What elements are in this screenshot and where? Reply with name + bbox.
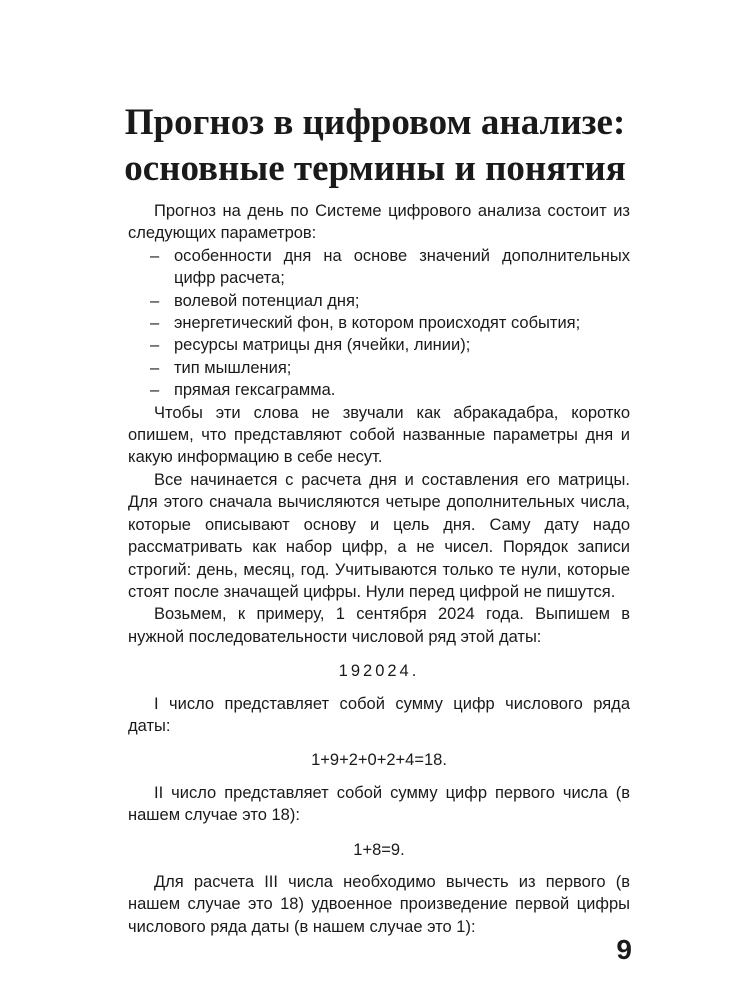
paragraph-intro: Прогноз на день по Системе цифрового анализа состоит из следующих параметров:: [128, 202, 630, 243]
body-text: [128, 200, 630, 938]
formula-first-number: 1+9+2+0+2+4=18.: [311, 751, 447, 770]
parameters-list: [128, 245, 630, 402]
paragraph: II число представляет собой сумму цифр первого числа (в нашем случае это 18):: [128, 783, 630, 825]
page-number: 9: [616, 934, 632, 965]
paragraph: Для расчета III числа необходимо вычесть из первого (в нашем случае это 18) удвоенное произведение первой цифры числового ряда даты (в нашем случае это 1):: [128, 872, 630, 936]
list-item: – прямая гексаграмма.: [128, 379, 630, 401]
list-item: – энергетический фон, в котором происходят события;: [128, 312, 630, 334]
paragraph: Все начинается с расчета дня и составления его матрицы. Для этого сначала вычисляются четыре дополнительных числа, которые описывают основу и цель дня. Саму дату надо рассматривать как набор цифр, а не чисел. Порядок записи строгий: день, месяц, год. Учитываются только те нули, которые стоят после значащей цифры. Нули перед цифрой не пишутся.: [128, 470, 630, 601]
list-item: – тип мышления;: [128, 357, 630, 379]
chapter-title: [0, 100, 750, 192]
list-item: – ресурсы матрицы дня (ячейки, линии);: [128, 334, 630, 356]
paragraph: Чтобы эти слова не звучали как абракадабра, коротко опишем, что представляют собой названные параметры дня и какую информацию в себе несут.: [128, 403, 630, 467]
list-item: – волевой потенциал дня;: [128, 290, 630, 312]
paragraph: I число представляет собой сумму цифр числового ряда даты:: [128, 694, 630, 735]
formula-date-digits: 192024.: [338, 662, 420, 681]
formula-second-number: 1+8=9.: [353, 840, 405, 859]
list-item: – особенности дня на основе значений дополнительных цифр расчета;: [128, 245, 630, 290]
paragraph: Возьмем, к примеру, 1 сентября 2024 года. Выпишем в нужной последовательности числовой ряд этой даты:: [128, 605, 630, 646]
chapter-title-line-2: основные термины и понятия: [124, 148, 626, 189]
chapter-title-line-1: Прогноз в цифровом анализе:: [124, 102, 626, 143]
